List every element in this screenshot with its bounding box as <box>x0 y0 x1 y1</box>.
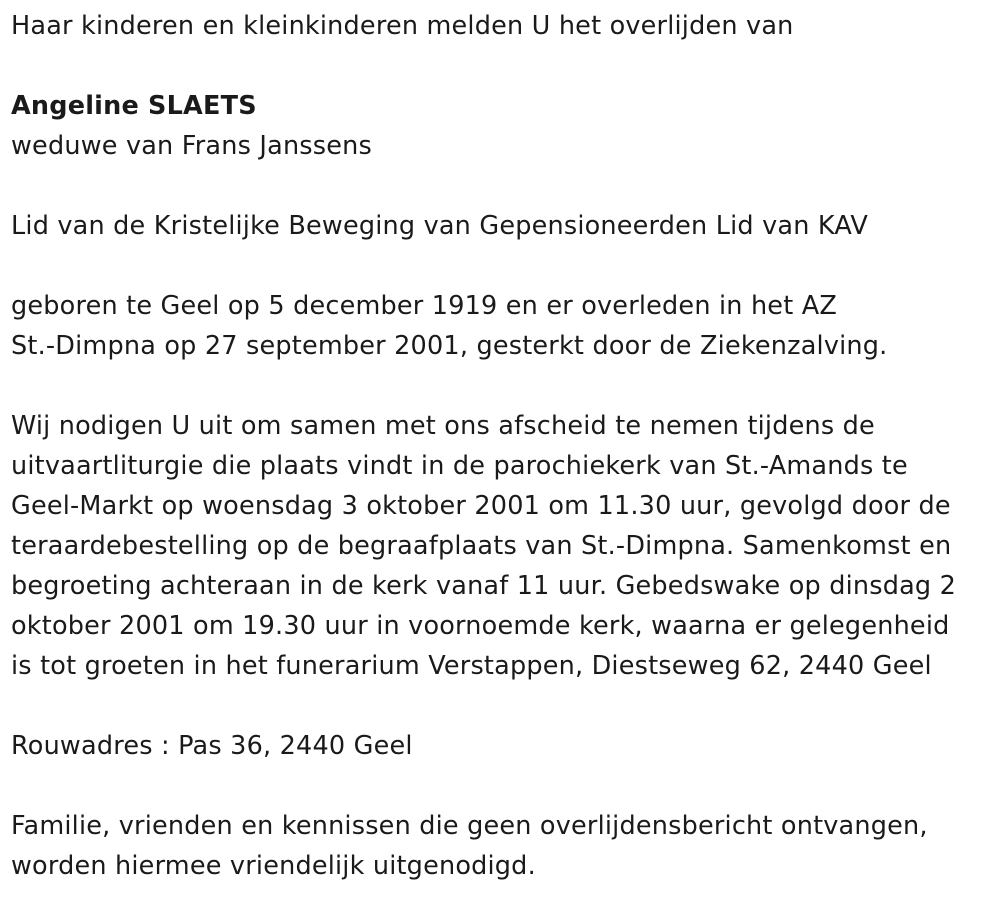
ceremony-paragraph <box>11 406 986 686</box>
paragraph-spacer <box>11 686 986 726</box>
closing-paragraph <box>11 806 986 886</box>
deceased-name: Angeline SLAETS <box>11 91 257 121</box>
paragraph-line: Geel-Markt op woensdag 3 oktober 2001 om 11.30 uur, gevolgd door de <box>11 491 951 521</box>
intro-text: Haar kinderen en kleinkinderen melden U het overlijden van <box>11 11 794 41</box>
mourning-address: Rouwadres : Pas 36, 2440 Geel <box>11 731 413 761</box>
paragraph-line: begroeting achteraan in de kerk vanaf 11 uur. Gebedswake op dinsdag 2 <box>11 571 957 601</box>
paragraph-line: uitvaartliturgie die plaats vindt in de parochiekerk van St.-Amands te <box>11 451 908 481</box>
paragraph-spacer <box>11 246 986 286</box>
paragraph-spacer <box>11 46 986 86</box>
paragraph-line: teraardebestelling op de begraafplaats van St.-Dimpna. Samenkomst en <box>11 531 952 561</box>
paragraph-line: worden hiermee vriendelijk uitgenodigd. <box>11 851 536 881</box>
death-notice-document <box>11 6 986 886</box>
paragraph-spacer <box>11 166 986 206</box>
paragraph-spacer <box>11 366 986 406</box>
birth-death-paragraph <box>11 286 986 366</box>
paragraph-line: St.-Dimpna op 27 september 2001, gesterkt door de Ziekenzalving. <box>11 331 888 361</box>
membership-text: Lid van de Kristelijke Beweging van Gepensioneerden Lid van KAV <box>11 211 869 241</box>
paragraph-line: Familie, vrienden en kennissen die geen overlijdensbericht ontvangen, <box>11 811 928 841</box>
paragraph-line: geboren te Geel op 5 december 1919 en er overleden in het AZ <box>11 291 838 321</box>
deceased-relation: weduwe van Frans Janssens <box>11 131 373 161</box>
paragraph-line: Wij nodigen U uit om samen met ons afscheid te nemen tijdens de <box>11 411 875 441</box>
paragraph-line: oktober 2001 om 19.30 uur in voornoemde kerk, waarna er gelegenheid <box>11 611 950 641</box>
paragraph-spacer <box>11 766 986 806</box>
paragraph-line: is tot groeten in het funerarium Verstappen, Diestseweg 62, 2440 Geel <box>11 651 932 681</box>
